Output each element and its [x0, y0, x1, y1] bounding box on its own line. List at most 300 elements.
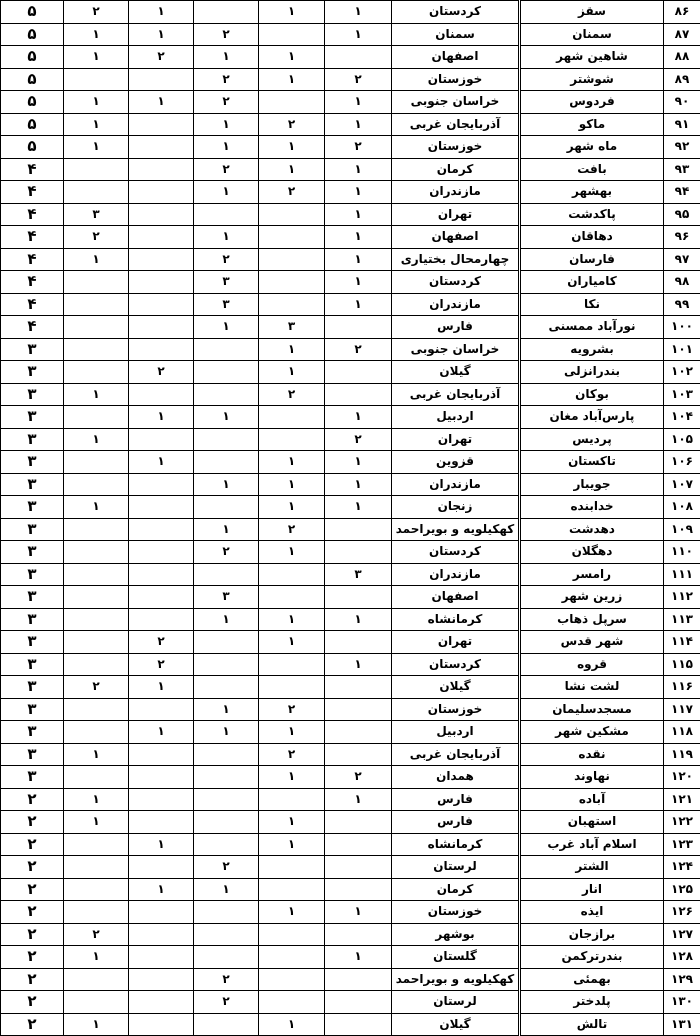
city-cell: ماکو: [521, 113, 664, 136]
total-cell: ۴: [1, 181, 64, 204]
city-cell: لشت نشا: [521, 676, 664, 699]
score-cell: ۱: [325, 608, 392, 631]
total-cell: ۴: [1, 158, 64, 181]
score-cell: [259, 788, 325, 811]
score-cell: [194, 203, 259, 226]
city-cell: بهشهر: [521, 181, 664, 204]
score-cell: ۲: [64, 676, 129, 699]
score-cell: [64, 451, 129, 474]
table-row: [1, 743, 519, 766]
city-rank-table: [520, 0, 700, 1036]
score-cell: [325, 878, 392, 901]
score-cell: ۲: [64, 923, 129, 946]
score-cell: ۱: [259, 361, 325, 384]
rank-cell: ۹۶: [664, 226, 700, 249]
rank-cell: ۱۰۹: [664, 518, 700, 541]
score-cell: [325, 541, 392, 564]
table-row: [521, 23, 700, 46]
score-cell: [129, 518, 194, 541]
score-cell: [129, 428, 194, 451]
total-cell: ۵: [1, 91, 64, 114]
score-cell: ۲: [194, 158, 259, 181]
score-cell: ۱: [325, 271, 392, 294]
city-cell: پاکدشت: [521, 203, 664, 226]
city-cell: بافت: [521, 158, 664, 181]
score-cell: ۱: [259, 1013, 325, 1036]
total-cell: ۲: [1, 946, 64, 969]
score-cell: [259, 406, 325, 429]
score-cell: ۱: [194, 518, 259, 541]
score-cell: [259, 878, 325, 901]
city-cell: ایذه: [521, 901, 664, 924]
table-row: [521, 383, 700, 406]
city-cell: مسجدسلیمان: [521, 698, 664, 721]
rank-cell: ۱۰۳: [664, 383, 700, 406]
score-cell: [129, 496, 194, 519]
score-cell: [325, 46, 392, 69]
score-cell: ۲: [325, 338, 392, 361]
score-cell: [64, 698, 129, 721]
score-cell: [64, 878, 129, 901]
score-cell: ۲: [325, 136, 392, 159]
score-cell: [194, 361, 259, 384]
score-cell: ۱: [259, 833, 325, 856]
score-cell: [129, 766, 194, 789]
score-cell: ۳: [194, 271, 259, 294]
province-cell: کهکیلویه و بویراحمد: [392, 518, 519, 541]
rank-cell: ۱۱۵: [664, 653, 700, 676]
score-cell: ۱: [129, 721, 194, 744]
city-cell: انار: [521, 878, 664, 901]
score-cell: ۲: [194, 68, 259, 91]
score-cell: ۱: [64, 743, 129, 766]
score-cell: [129, 473, 194, 496]
city-cell: خدابنده: [521, 496, 664, 519]
city-cell: سقز: [521, 1, 664, 24]
score-cell: [325, 856, 392, 879]
score-cell: [325, 383, 392, 406]
total-cell: ۳: [1, 743, 64, 766]
table-row: [521, 91, 700, 114]
table-row: [1, 496, 519, 519]
table-row: [521, 136, 700, 159]
score-cell: ۱: [259, 158, 325, 181]
score-cell: ۲: [194, 856, 259, 879]
rank-cell: ۱۰۵: [664, 428, 700, 451]
score-cell: ۲: [129, 361, 194, 384]
table-row: [1, 158, 519, 181]
table-row: [1, 428, 519, 451]
total-cell: ۴: [1, 203, 64, 226]
score-cell: ۱: [325, 451, 392, 474]
province-cell: مازندران: [392, 563, 519, 586]
score-cell: ۱: [194, 113, 259, 136]
total-cell: ۳: [1, 563, 64, 586]
table-row: [1, 473, 519, 496]
score-cell: [64, 68, 129, 91]
score-cell: [194, 653, 259, 676]
province-cell: فارس: [392, 788, 519, 811]
score-cell: [259, 226, 325, 249]
total-cell: ۴: [1, 271, 64, 294]
table-row: [521, 766, 700, 789]
province-cell: قزوین: [392, 451, 519, 474]
total-cell: ۴: [1, 248, 64, 271]
rank-cell: ۱۳۰: [664, 991, 700, 1014]
score-cell: [259, 968, 325, 991]
rank-cell: ۱۱۷: [664, 698, 700, 721]
province-cell: گلستان: [392, 946, 519, 969]
score-cell: [129, 743, 194, 766]
score-cell: [194, 428, 259, 451]
score-cell: [129, 181, 194, 204]
city-cell: فردوس: [521, 91, 664, 114]
score-cell: [259, 946, 325, 969]
score-cell: ۲: [64, 1, 129, 24]
score-cell: [325, 518, 392, 541]
score-cell: [259, 676, 325, 699]
province-cell: کرمان: [392, 878, 519, 901]
total-cell: ۵: [1, 1, 64, 24]
score-cell: ۱: [259, 721, 325, 744]
table-row: [1, 203, 519, 226]
score-cell: [64, 518, 129, 541]
city-cell: نقده: [521, 743, 664, 766]
table-row: [521, 811, 700, 834]
table-row: [521, 653, 700, 676]
table-row: [521, 721, 700, 744]
table-row: [1, 46, 519, 69]
total-cell: ۲: [1, 878, 64, 901]
rank-cell: ۱۲۳: [664, 833, 700, 856]
city-cell: شهر قدس: [521, 631, 664, 654]
score-cell: ۲: [129, 631, 194, 654]
score-cell: [129, 226, 194, 249]
score-cell: [129, 136, 194, 159]
score-cell: ۲: [194, 968, 259, 991]
score-cell: ۱: [194, 473, 259, 496]
score-cell: ۱: [325, 788, 392, 811]
table-row: [521, 833, 700, 856]
province-cell: لرستان: [392, 991, 519, 1014]
rank-cell: ۱۰۱: [664, 338, 700, 361]
province-cell: فارس: [392, 811, 519, 834]
total-cell: ۳: [1, 541, 64, 564]
score-cell: [129, 563, 194, 586]
table-row: [521, 946, 700, 969]
total-cell: ۴: [1, 293, 64, 316]
table-row: [1, 968, 519, 991]
table-row: [521, 113, 700, 136]
score-cell: ۱: [325, 113, 392, 136]
score-cell: [194, 383, 259, 406]
score-cell: ۱: [194, 698, 259, 721]
score-cell: [129, 788, 194, 811]
total-cell: ۲: [1, 901, 64, 924]
rank-cell: ۱۱۹: [664, 743, 700, 766]
table-row: [1, 293, 519, 316]
table-row: [521, 541, 700, 564]
table-row: [521, 856, 700, 879]
score-cell: [325, 833, 392, 856]
score-cell: [325, 923, 392, 946]
table-row: [1, 136, 519, 159]
score-cell: [259, 563, 325, 586]
city-cell: الشتر: [521, 856, 664, 879]
province-cell: کرمانشاه: [392, 833, 519, 856]
score-cell: ۱: [325, 653, 392, 676]
score-cell: ۱: [325, 158, 392, 181]
score-cell: ۱: [259, 901, 325, 924]
table-row: [1, 631, 519, 654]
rank-cell: ۱۰۴: [664, 406, 700, 429]
table-row: [521, 316, 700, 339]
total-cell: ۳: [1, 631, 64, 654]
province-cell: کردستان: [392, 271, 519, 294]
score-cell: [64, 338, 129, 361]
province-cell: زنجان: [392, 496, 519, 519]
table-row: [1, 946, 519, 969]
score-cell: ۱: [325, 248, 392, 271]
score-cell: [64, 856, 129, 879]
score-cell: ۱: [325, 1, 392, 24]
city-cell: سرپل ذهاب: [521, 608, 664, 631]
score-cell: ۱: [259, 338, 325, 361]
city-cell: سمنان: [521, 23, 664, 46]
table-row: [1, 563, 519, 586]
province-cell: خراسان جنوبی: [392, 91, 519, 114]
score-cell: [325, 676, 392, 699]
score-cell: [64, 608, 129, 631]
score-cell: ۱: [129, 676, 194, 699]
score-cell: [194, 451, 259, 474]
score-cell: ۳: [325, 563, 392, 586]
score-cell: [129, 541, 194, 564]
total-cell: ۳: [1, 338, 64, 361]
score-cell: [64, 968, 129, 991]
total-cell: ۲: [1, 811, 64, 834]
city-cell: استهبان: [521, 811, 664, 834]
rank-cell: ۱۲۹: [664, 968, 700, 991]
score-cell: [325, 316, 392, 339]
city-cell: نهاوند: [521, 766, 664, 789]
table-row: [521, 586, 700, 609]
table-row: [1, 541, 519, 564]
total-cell: ۳: [1, 766, 64, 789]
table-row: [1, 901, 519, 924]
table-row: [1, 878, 519, 901]
score-cell: [259, 23, 325, 46]
total-cell: ۳: [1, 653, 64, 676]
score-cell: ۱: [259, 136, 325, 159]
table-row: [521, 46, 700, 69]
total-cell: ۳: [1, 451, 64, 474]
province-cell: خوزستان: [392, 136, 519, 159]
rank-cell: ۹۳: [664, 158, 700, 181]
score-cell: ۲: [259, 743, 325, 766]
score-cell: ۱: [64, 46, 129, 69]
total-cell: ۵: [1, 136, 64, 159]
city-cell: شاهین شهر: [521, 46, 664, 69]
score-cell: [194, 631, 259, 654]
total-cell: ۳: [1, 496, 64, 519]
total-cell: ۳: [1, 608, 64, 631]
rank-cell: ۱۲۰: [664, 766, 700, 789]
rank-cell: ۱۱۱: [664, 563, 700, 586]
city-cell: کامیاران: [521, 271, 664, 294]
total-cell: ۳: [1, 586, 64, 609]
score-cell: [194, 743, 259, 766]
province-cell: چهارمحال بختیاری: [392, 248, 519, 271]
rank-cell: ۱۱۶: [664, 676, 700, 699]
score-cell: ۱: [129, 1, 194, 24]
rank-cell: ۹۰: [664, 91, 700, 114]
province-cell: اصفهان: [392, 586, 519, 609]
score-cell: ۱: [259, 811, 325, 834]
score-cell: ۲: [129, 46, 194, 69]
province-cell: اصفهان: [392, 226, 519, 249]
score-cell: [325, 721, 392, 744]
table-row: [1, 676, 519, 699]
total-cell: ۵: [1, 113, 64, 136]
table-row: [521, 901, 700, 924]
score-cell: [64, 361, 129, 384]
score-cell: [259, 91, 325, 114]
score-cell: ۱: [129, 833, 194, 856]
total-cell: ۵: [1, 68, 64, 91]
city-cell: رامسر: [521, 563, 664, 586]
table-row: [1, 856, 519, 879]
score-cell: ۱: [259, 496, 325, 519]
score-cell: ۱: [64, 496, 129, 519]
city-cell: بوکان: [521, 383, 664, 406]
score-cell: [129, 901, 194, 924]
score-cell: [64, 541, 129, 564]
rank-cell: ۹۸: [664, 271, 700, 294]
score-cell: ۲: [194, 91, 259, 114]
score-cell: ۱: [194, 226, 259, 249]
table-row: [521, 158, 700, 181]
score-cell: ۱: [64, 136, 129, 159]
table-row: [1, 1, 519, 24]
rank-cell: ۱۲۴: [664, 856, 700, 879]
city-cell: بهمئی: [521, 968, 664, 991]
score-cell: ۱: [259, 473, 325, 496]
score-cell: [194, 338, 259, 361]
table-row: [1, 721, 519, 744]
province-cell: همدان: [392, 766, 519, 789]
score-cell: ۲: [194, 991, 259, 1014]
score-cell: ۱: [64, 788, 129, 811]
rank-cell: ۱۱۸: [664, 721, 700, 744]
score-cell: ۱: [64, 113, 129, 136]
score-cell: ۱: [194, 878, 259, 901]
score-cell: [325, 631, 392, 654]
score-cell: [325, 586, 392, 609]
score-cell: [194, 923, 259, 946]
province-cell: آذربایجان غربی: [392, 383, 519, 406]
score-cell: [325, 811, 392, 834]
table-row: [521, 451, 700, 474]
score-cell: [129, 608, 194, 631]
total-cell: ۴: [1, 316, 64, 339]
score-cell: ۱: [129, 878, 194, 901]
score-cell: [64, 991, 129, 1014]
score-cell: ۱: [64, 91, 129, 114]
table-row: [1, 316, 519, 339]
score-cell: [325, 968, 392, 991]
score-cell: ۱: [259, 451, 325, 474]
table-row: [521, 1, 700, 24]
table-row: [521, 271, 700, 294]
score-cell: ۲: [259, 518, 325, 541]
score-cell: ۱: [259, 68, 325, 91]
score-cell: [325, 361, 392, 384]
table-row: [521, 428, 700, 451]
total-cell: ۲: [1, 991, 64, 1014]
total-cell: ۳: [1, 383, 64, 406]
rank-cell: ۱۱۰: [664, 541, 700, 564]
table-row: [521, 203, 700, 226]
score-cell: ۲: [325, 766, 392, 789]
table-row: [1, 361, 519, 384]
score-cell: [259, 293, 325, 316]
table-row: [521, 338, 700, 361]
score-cell: [64, 406, 129, 429]
score-cell: ۱: [64, 23, 129, 46]
rank-cell: ۱۱۳: [664, 608, 700, 631]
score-cell: [259, 248, 325, 271]
score-cell: ۲: [259, 113, 325, 136]
total-cell: ۳: [1, 721, 64, 744]
city-cell: نورآباد ممسنی: [521, 316, 664, 339]
table-row: [1, 248, 519, 271]
score-cell: ۲: [325, 68, 392, 91]
table-row: [1, 833, 519, 856]
score-cell: ۱: [325, 406, 392, 429]
score-cell: ۱: [129, 91, 194, 114]
score-cell: [64, 563, 129, 586]
province-cell: آذربایجان غربی: [392, 743, 519, 766]
table-row: [521, 496, 700, 519]
score-cell: [259, 271, 325, 294]
rank-cell: ۹۵: [664, 203, 700, 226]
score-cell: [129, 68, 194, 91]
score-cell: [129, 248, 194, 271]
score-cell: ۱: [325, 226, 392, 249]
table-row: [1, 586, 519, 609]
score-cell: [64, 901, 129, 924]
province-cell: تهران: [392, 631, 519, 654]
score-cell: ۱: [194, 46, 259, 69]
total-cell: ۳: [1, 518, 64, 541]
province-cell: گیلان: [392, 1013, 519, 1036]
score-cell: [129, 968, 194, 991]
city-cell: پردیس: [521, 428, 664, 451]
score-cell: ۱: [64, 248, 129, 271]
city-cell: اسلام آباد غرب: [521, 833, 664, 856]
rank-cell: ۱۰۰: [664, 316, 700, 339]
city-cell: تاکستان: [521, 451, 664, 474]
province-cell: لرستان: [392, 856, 519, 879]
score-cell: [64, 653, 129, 676]
score-cell: [194, 1, 259, 24]
score-cell: ۱: [64, 811, 129, 834]
province-cell: اردبیل: [392, 406, 519, 429]
score-cell: ۱: [325, 91, 392, 114]
table-row: [521, 631, 700, 654]
score-cell: ۳: [64, 203, 129, 226]
